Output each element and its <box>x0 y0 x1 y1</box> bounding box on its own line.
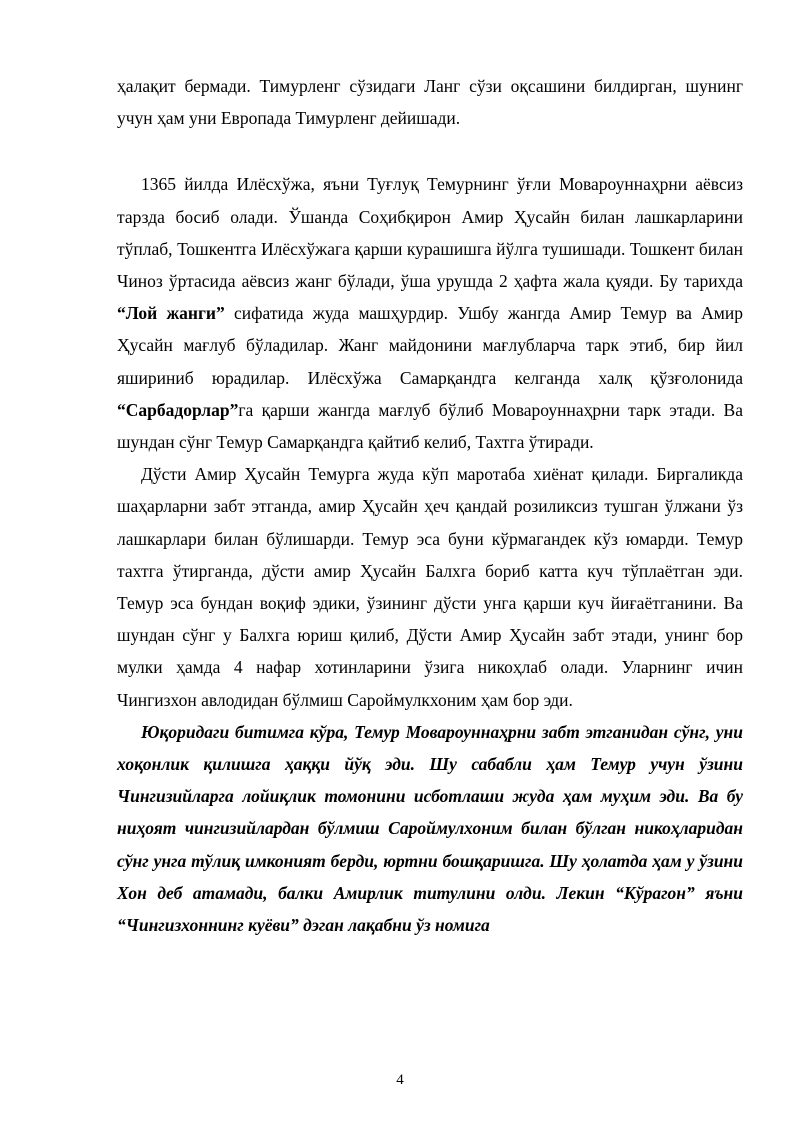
term-sarbadorlar: “Сарбадорлар” <box>117 399 239 420</box>
paragraph-2 <box>117 168 743 458</box>
paragraph-1: ҳалақит бермади. Тимурленг сўзидаги Ланг сўзи оқсашини билдирган, шунинг учун ҳам уни Европада Тимурленг дейишади. <box>117 76 743 129</box>
paragraph-2-text-c: сифатида жуда машҳурдир. Ушбу жангда Амир Темур ва Амир Ҳусайн мағлуб бўладилар. Жанг майдонини мағлубларча тарк этиб, бир йил яшириниб юрадилар. Илёсхўжа Самарқандга келганда халқ қўзғолонида <box>117 303 743 388</box>
paragraph-2-text-a: 1365 йилда Илёсхўжа, яъни Туғлуқ Темурнинг ўғли Мовароуннаҳрни аёвсиз тарзда босиб олади. Ўшанда Соҳибқирон Амир Ҳусайн билан лашкарларини тўплаб, Тошкентга Илёсхўжага қарши курашишга йўлга тушишади. Тошкент билан Чиноз ўртасида аёвсиз жанг бўлади, ўша урушда 2 ҳафта жала қуяди. Бу тарихда <box>117 174 743 292</box>
paragraph-2-text-e: га қарши жангда мағлуб бўлиб Мовароуннаҳрни тарк этади. Ва шундан сўнг Темур Самарқандга қайтиб келиб, Тахтга ўтиради. <box>117 399 743 453</box>
paragraph-gap <box>117 134 743 168</box>
paragraph-3: Дўсти Амир Ҳусайн Темурга жуда кўп маротаба хиёнат қилади. Биргаликда шаҳарларни забт этганда, амир Ҳусайн ҳеч қандай розиликсиз тушган ўлжани ўз лашкарлари билан бўлишарди. Темур эса буни кўрмагандек кўз юмарди. Темур тахтга ўтирганда, дўсти амир Ҳусайн Балхга бориб катта куч тўплаётган эди. Темур эса бундан воқиф эдики, ўзининг дўсти унга қарши куч йиғаётганини. Ва шундан сўнг у Балхга юриш қилиб, Дўсти Амир Ҳусайн забт этади, унинг бор мулки ҳамда 4 нафар хотинларини ўзига никоҳлаб олади. Уларнинг ичин Чингизхон авлодидан бўлмиш Сароймулкхоним ҳам бор эди. <box>117 464 743 710</box>
document-page <box>117 70 743 941</box>
paragraph-4: Юқоридаги битимга кўра, Темур Мовароуннаҳрни забт этганидан сўнг, уни хоқонлик қилишга ҳаққи йўқ эди. Шу сабабли ҳам Темур учун ўзини Чингизийларга лойиқлик томонини исботлаши жуда ҳам муҳим эди. Ва бу ниҳоят чингизийлардан бўлмиш Сароймулхоним билан бўлган никоҳларидан сўнг унга тўлиқ имконият берди, юртни бошқаришга. Шу ҳолатда ҳам у ўзини Хон деб атамади, балки Амирлик титулини олди. Лекин “Кўрагон” яъни “Чингизхоннинг куёви” дэган лақабни ўз номига <box>117 721 743 936</box>
page-number: 4 <box>396 1072 404 1088</box>
term-loy-jangi: “Лой жанги” <box>117 303 225 324</box>
